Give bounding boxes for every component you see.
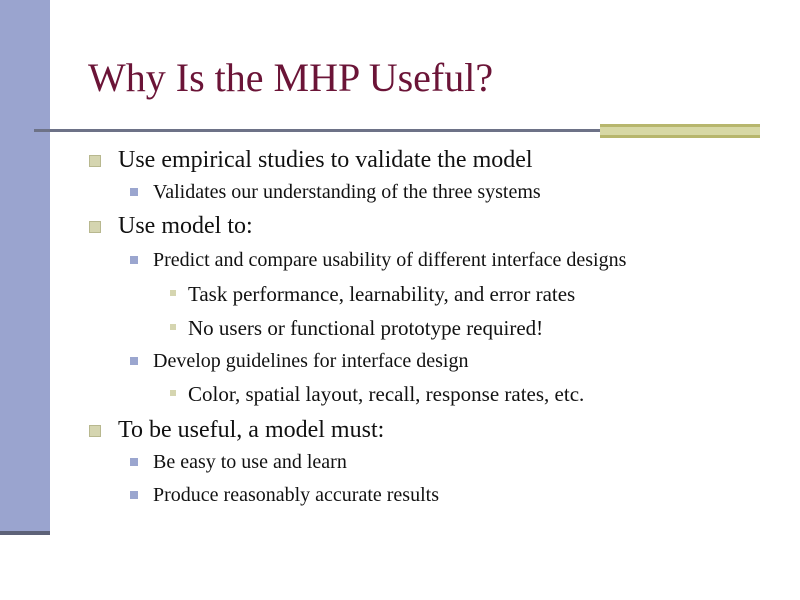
- bullet-item-level2: [153, 248, 626, 272]
- bullet-text: No users or functional prototype required!: [188, 316, 544, 340]
- square-bullet-icon: [130, 357, 138, 365]
- bullet-item-level3: [188, 282, 575, 306]
- bullet-text: Develop guidelines for interface design: [153, 350, 469, 372]
- bullet-text: Task performance, learnability, and error rates: [188, 282, 576, 306]
- bullet-item-level2: [153, 483, 439, 507]
- bullet-item-level2: [153, 450, 347, 474]
- bullet-item-level1: [118, 212, 253, 240]
- square-bullet-icon: [170, 290, 176, 296]
- square-bullet-icon: [130, 458, 138, 466]
- square-bullet-icon: [170, 390, 176, 396]
- bullet-text: To be useful, a model must:: [118, 417, 385, 443]
- square-bullet-icon: [170, 324, 176, 330]
- bullet-item-level2: [153, 349, 468, 373]
- bullet-text: Color, spatial layout, recall, response rates, etc.: [188, 382, 585, 406]
- bullet-text: Be easy to use and learn: [153, 451, 347, 473]
- bullet-text: Predict and compare usability of different interface designs: [153, 249, 627, 271]
- square-bullet-icon: [130, 491, 138, 499]
- bullet-text: Use model to:: [118, 213, 253, 239]
- slide-title: Why Is the MHP Useful?: [88, 55, 494, 100]
- bullet-item-level2: [153, 180, 541, 204]
- square-bullet-icon: [89, 221, 101, 233]
- bullet-item-level1: [118, 146, 533, 174]
- square-bullet-icon: [130, 188, 138, 196]
- square-bullet-icon: [89, 155, 101, 167]
- bullet-item-level1: [118, 416, 384, 444]
- bullet-text: Use empirical studies to validate the model: [118, 147, 533, 173]
- bullet-text: Produce reasonably accurate results: [153, 484, 439, 506]
- bullet-text: Validates our understanding of the three systems: [153, 181, 541, 203]
- square-bullet-icon: [130, 256, 138, 264]
- bullet-item-level3: [188, 382, 584, 406]
- square-bullet-icon: [89, 425, 101, 437]
- bullet-item-level3: [188, 316, 543, 340]
